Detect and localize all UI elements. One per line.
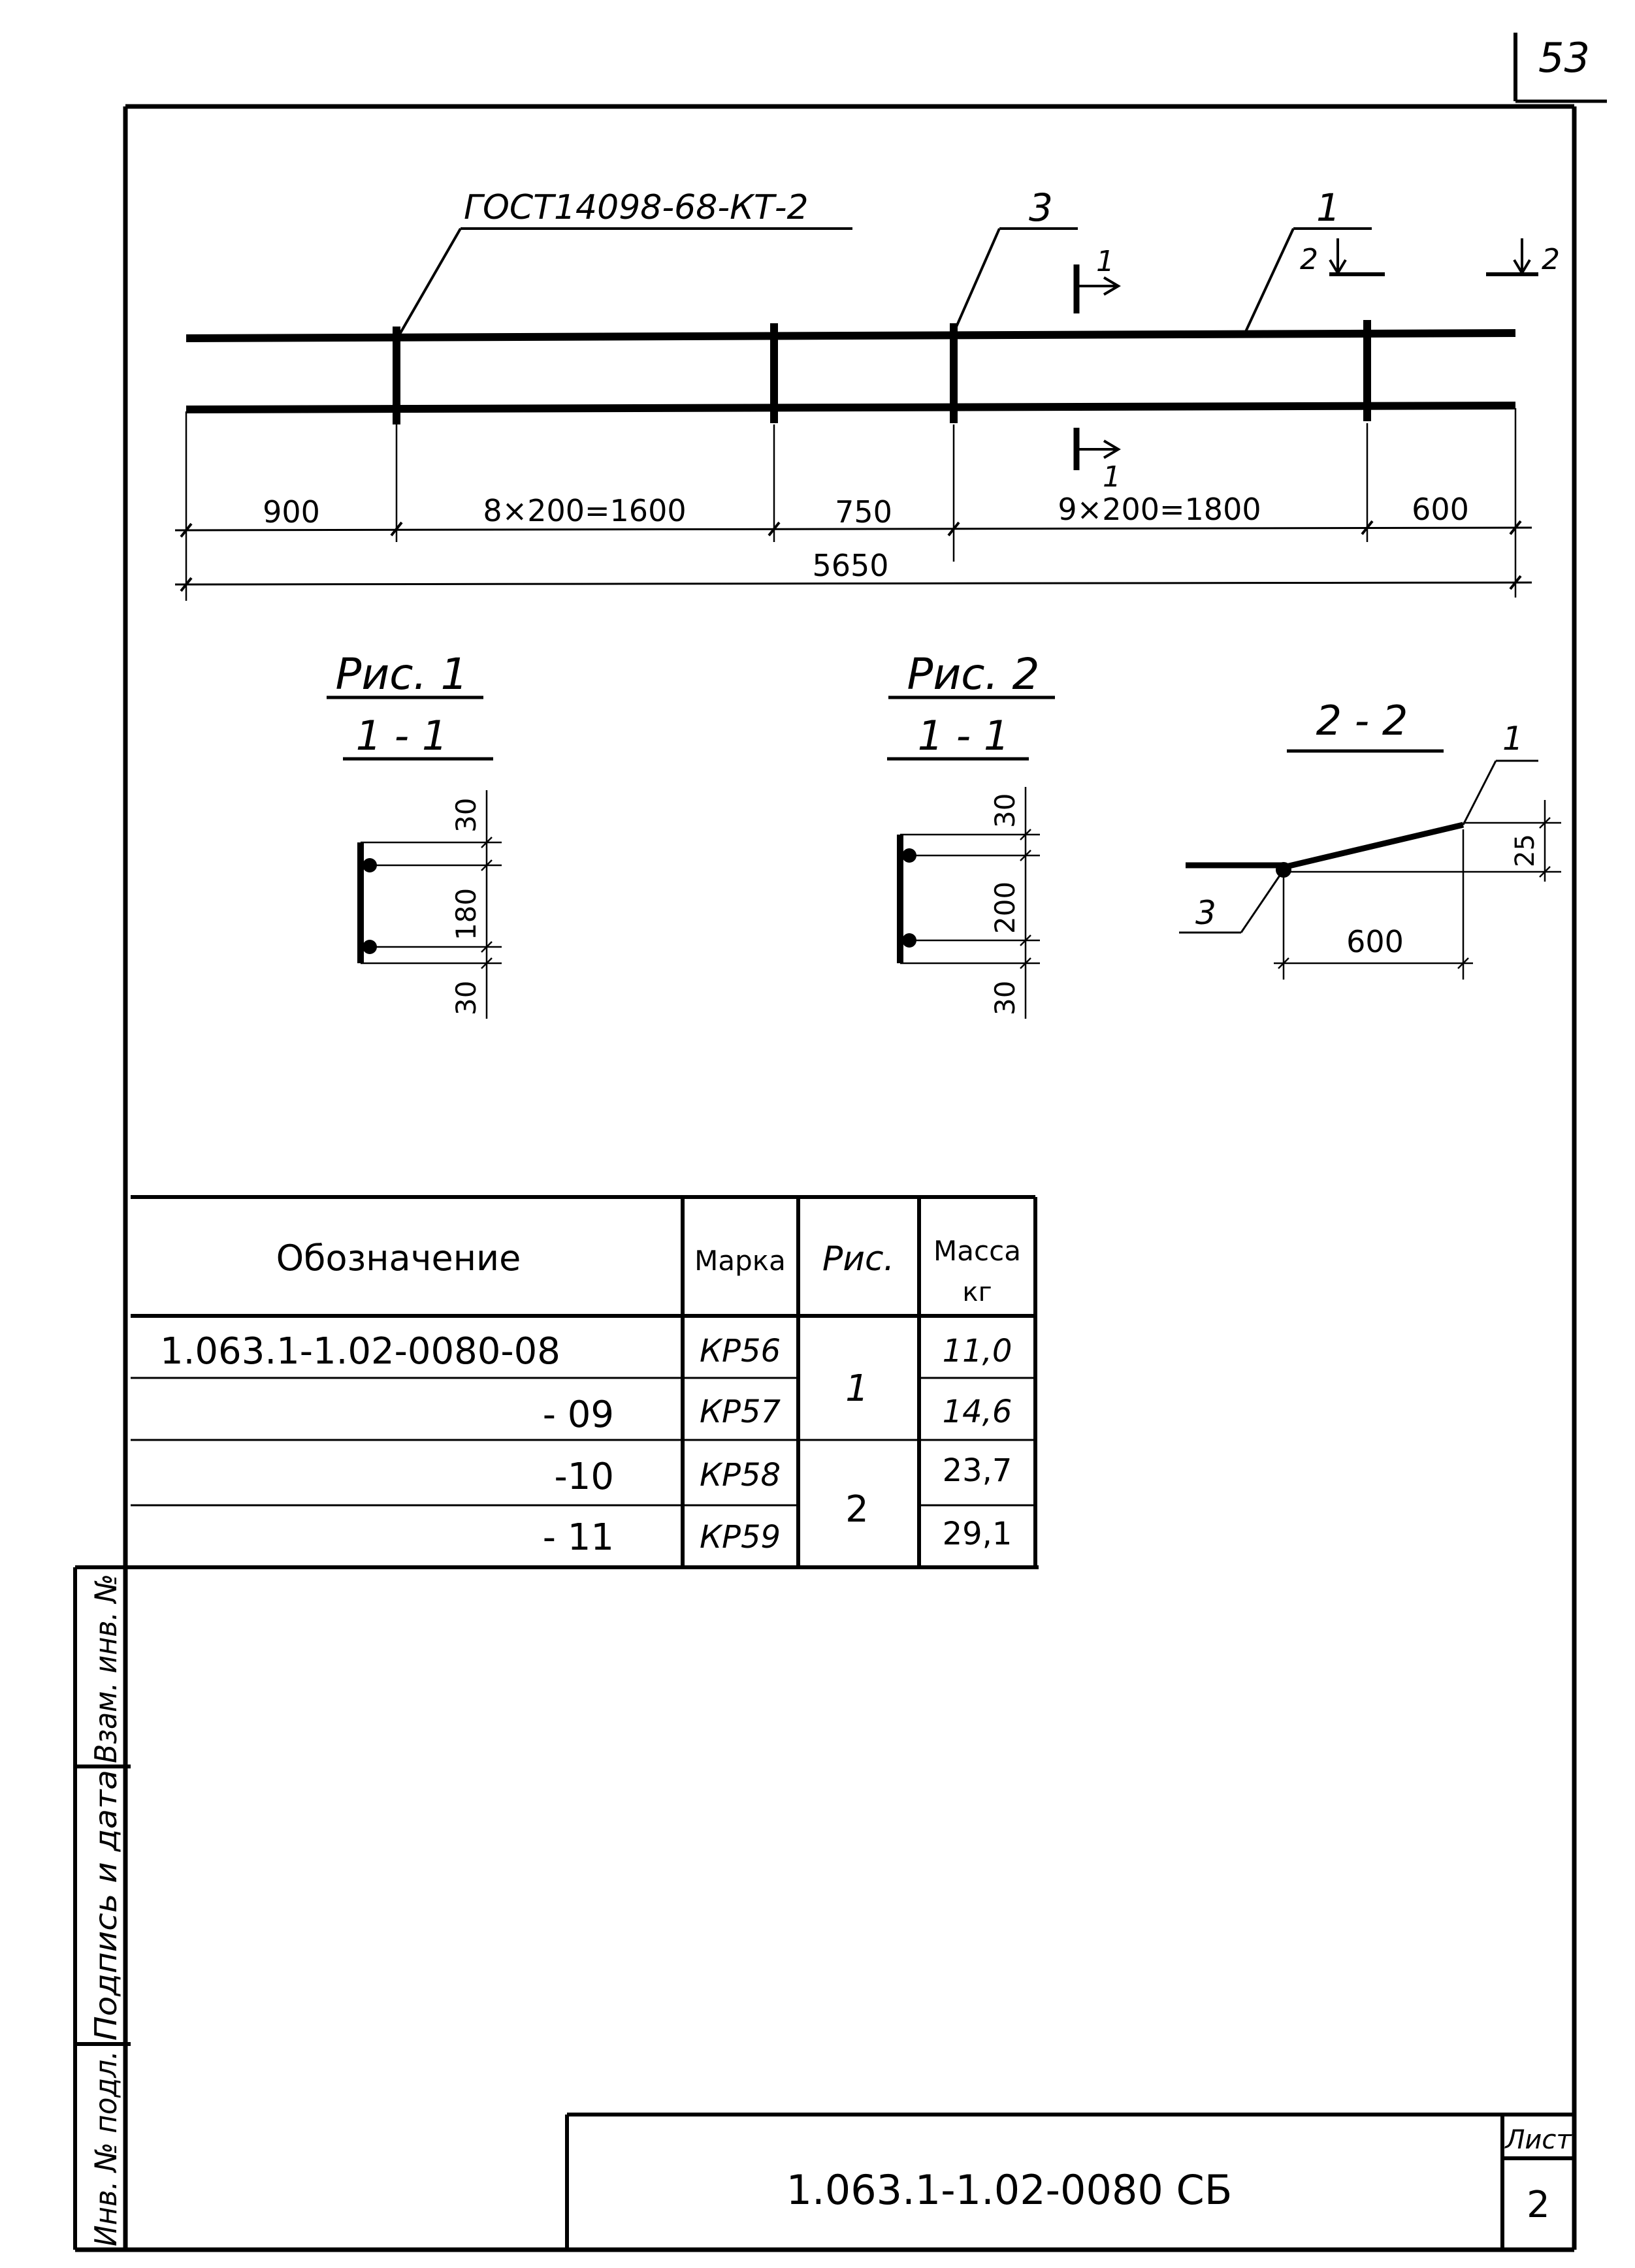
page-number: 53 [1538,34,1590,82]
row-designation: -10 [554,1456,614,1498]
figure-1-section: 1 - 1 [355,712,448,759]
section-2-2-dim-height: 25 [1510,834,1540,867]
figure-2 [887,649,1055,1019]
svg-text:1: 1 [1103,460,1121,494]
title-block-code: 1.063.1-1.02-0080 СБ [786,2166,1233,2214]
figure-2-dim-bot: 30 [989,980,1021,1015]
figure-1-dim-mid: 180 [450,887,482,940]
row-fig: 1 [845,1367,869,1410]
table-header-mass-unit: кг [962,1277,992,1307]
figure-1-dim-bot: 30 [450,980,482,1015]
figure-2-title: Рис. 2 [907,649,1040,699]
section-2-2-dim-length: 600 [1346,924,1404,959]
section-2-2-pos3: 3 [1195,894,1216,932]
row-designation: - 09 [542,1394,614,1436]
table-header-mark: Марка [694,1245,786,1277]
svg-text:1: 1 [1096,245,1114,278]
section-1-1-marker [1077,245,1121,494]
dim-900: 900 [263,494,320,530]
title-block-sheet-label: Лист [1505,2125,1572,2155]
gost-label: ГОСТ14098-68-КТ-2 [464,188,809,227]
table-header-mass: Масса [933,1235,1021,1267]
pos3-leader-line [955,229,999,330]
table-header-designation: Обозначение [276,1238,521,1279]
row-mark: КР59 [699,1519,781,1556]
row-mass: 14,6 [942,1394,1012,1430]
side-stamp [75,1559,131,2250]
svg-text:2: 2 [1542,243,1560,276]
row-mark: КР57 [699,1394,781,1430]
row-mass: 11,0 [942,1333,1012,1369]
row-mass: 23,7 [942,1452,1012,1489]
section-2-2-marker [1300,238,1560,276]
bottom-longitudinal-bar [186,406,1515,409]
pos1-label: 1 [1316,185,1340,230]
stamp-inv-podl: Инв. № подл. [88,2039,123,2246]
stamp-signature-date: Подпись и дата [88,1791,123,2041]
spec-table [131,1197,1039,1567]
row-mark: КР56 [699,1333,781,1369]
row-designation: 1.063.1-1.02-0080-08 [160,1330,560,1373]
pos3-label: 3 [1029,185,1053,230]
title-block [567,2115,1574,2250]
row-mark: КР58 [699,1457,781,1493]
figure-1 [327,649,502,1019]
table-row [543,1394,1012,1436]
figure-2-section: 1 - 1 [917,712,1010,759]
pos1-leader-line [1244,229,1293,334]
stamp-vzam-inv: Взам. инв. № [88,1559,123,1763]
drawing-frame [75,106,1574,2250]
row-designation: - 11 [542,1516,614,1559]
table-row [543,1516,1012,1559]
gost-leader-line [398,229,461,336]
dim-9x200: 9×200=1800 [1058,492,1261,527]
table-header-fig: Рис. [822,1239,895,1279]
figure-1-dim-top: 30 [450,797,482,833]
main-elevation [175,185,1560,601]
title-block-sheet-number: 2 [1527,2184,1550,2226]
row-fig: 2 [845,1488,869,1531]
section-2-2-pos1: 1 [1502,720,1523,758]
row-mass: 29,1 [942,1516,1012,1552]
svg-text:2: 2 [1300,243,1318,276]
section-2-2 [1179,697,1561,980]
top-longitudinal-bar [186,333,1515,338]
figure-2-dim-mid: 200 [989,881,1021,934]
dim-8x200: 8×200=1600 [483,493,687,528]
figure-2-dim-top: 30 [989,793,1021,828]
dim-750: 750 [835,494,892,530]
section-2-2-title: 2 - 2 [1316,697,1408,744]
dim-total: 5650 [812,548,889,583]
dim-600: 600 [1412,492,1469,527]
figure-1-title: Рис. 1 [335,649,468,699]
